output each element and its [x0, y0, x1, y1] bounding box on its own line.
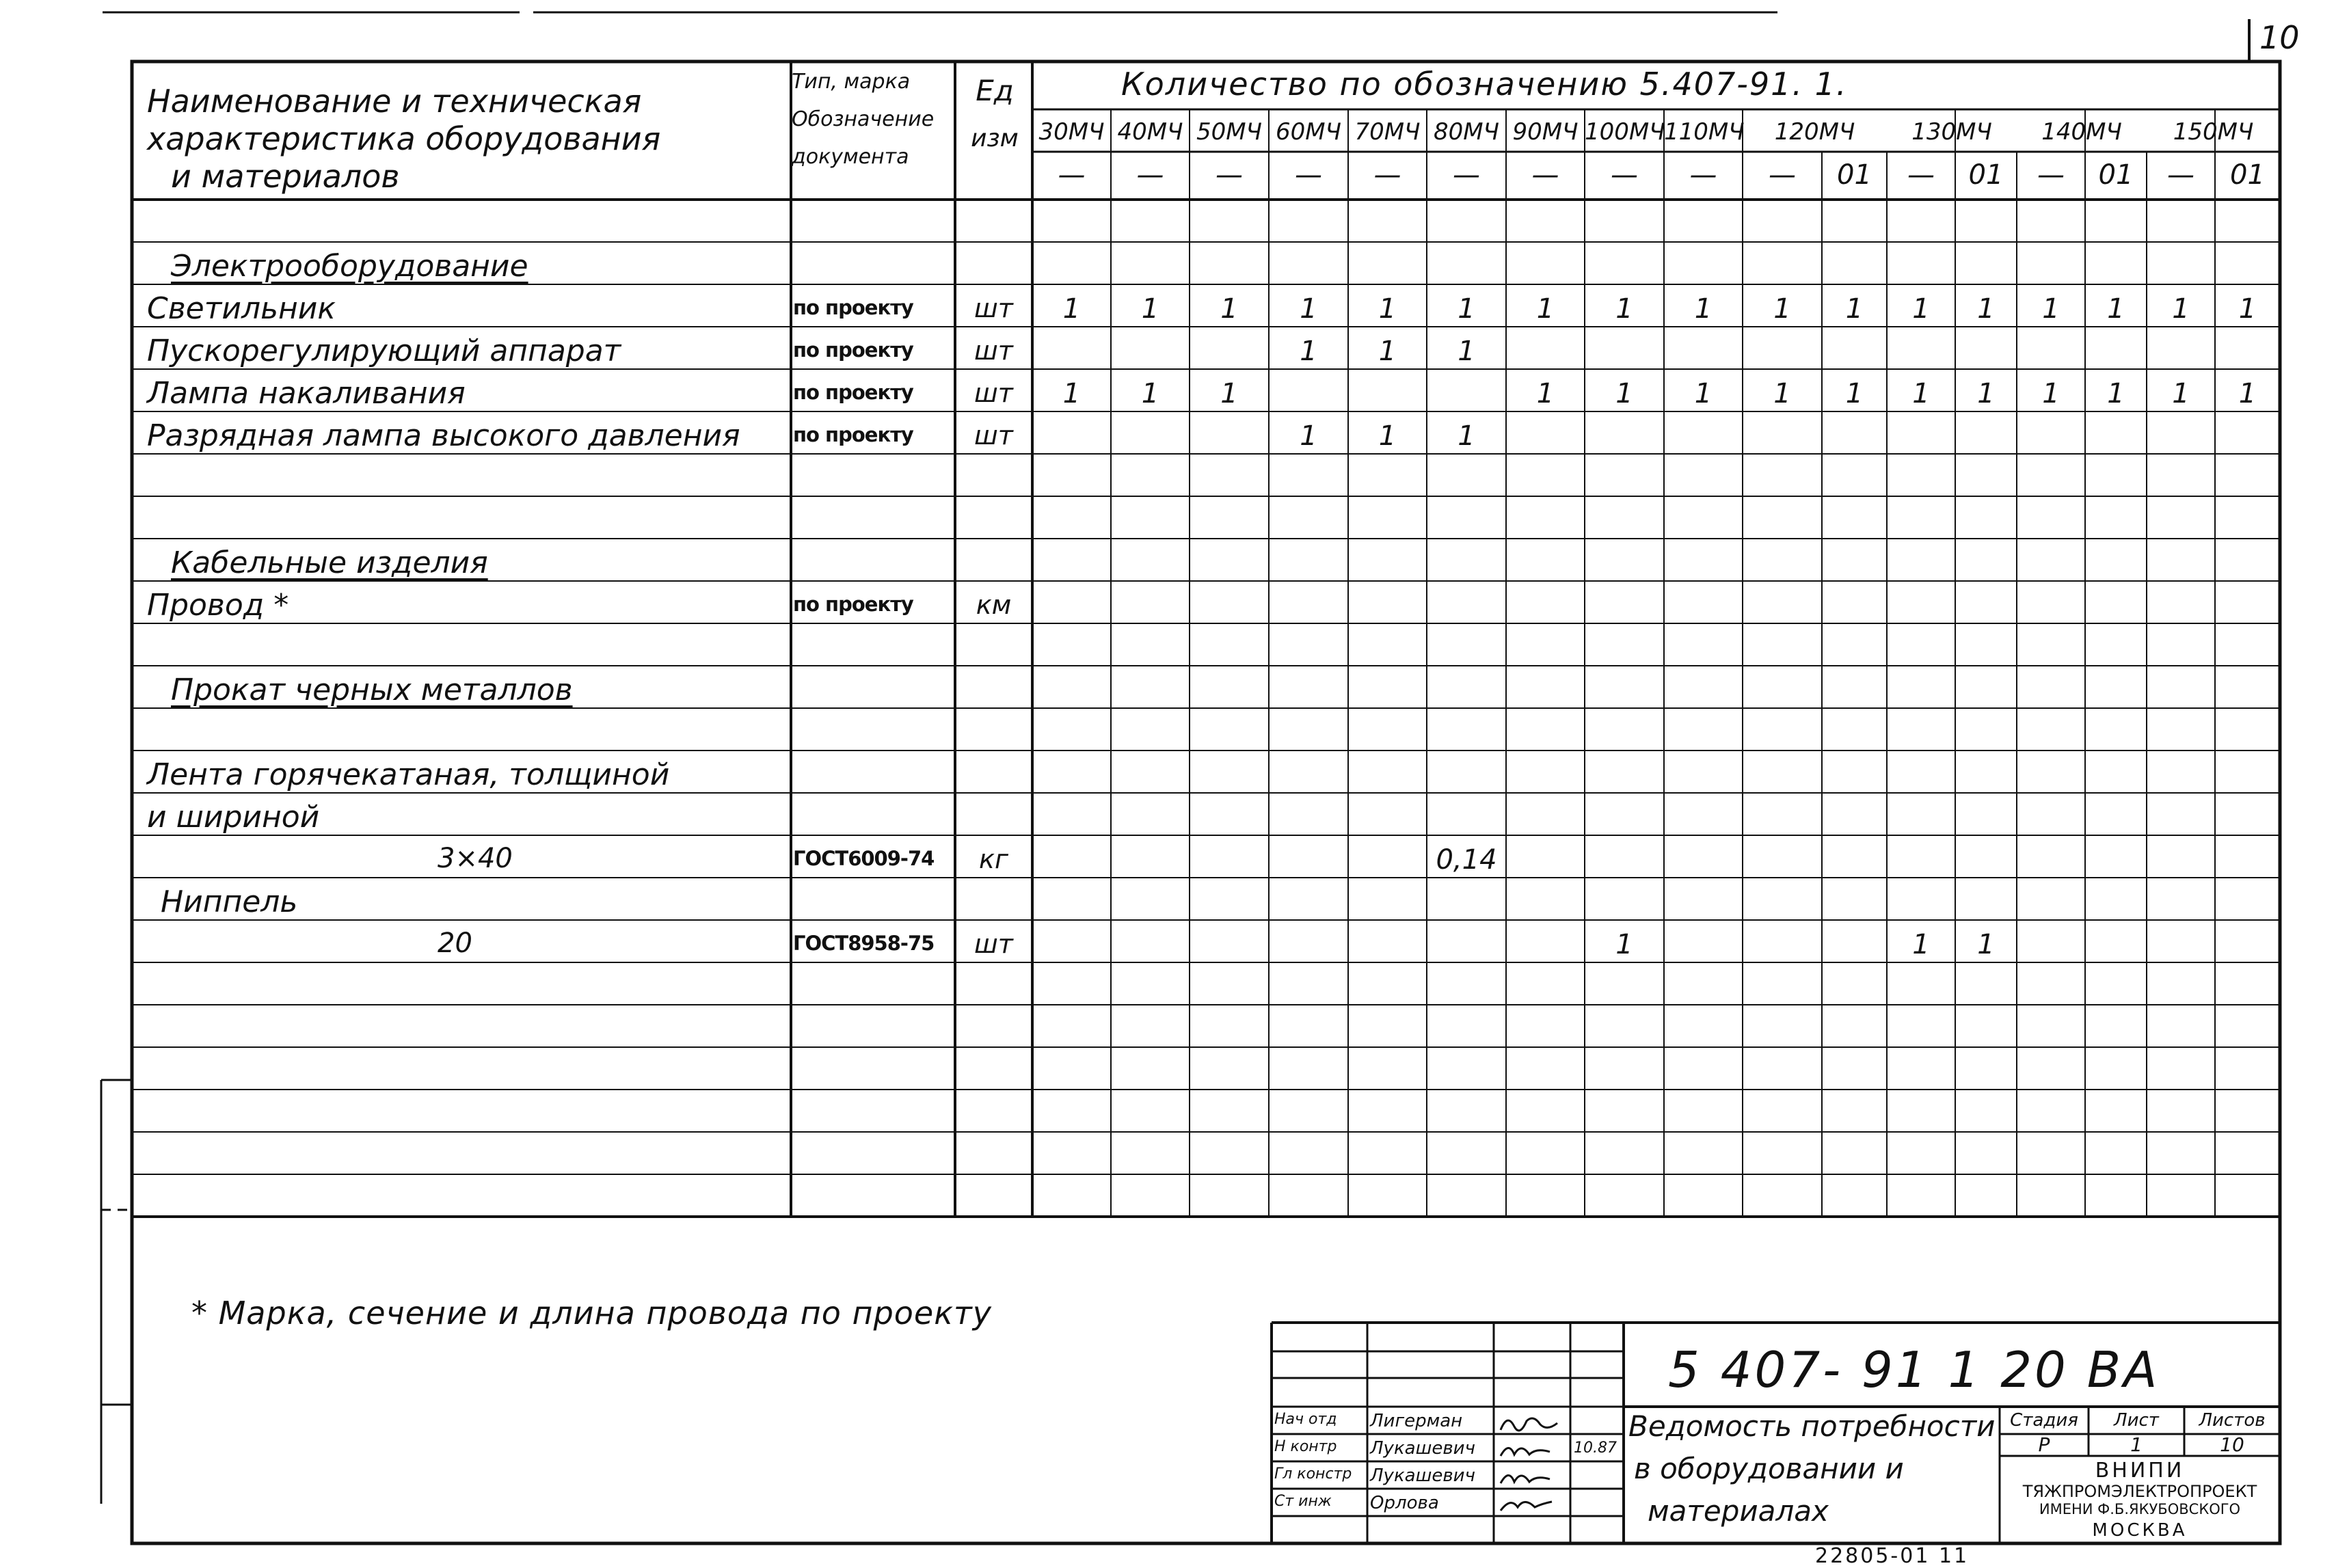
- qty-cell: 1: [2042, 293, 2060, 325]
- group-header: 50МЧ: [1196, 118, 1262, 146]
- variant-cell: —: [1373, 159, 1401, 191]
- variant-cell: 01: [2098, 159, 2134, 191]
- variant-cell: —: [2037, 159, 2065, 191]
- qty-cell: 1: [1615, 929, 1633, 960]
- page-number: 10: [2259, 19, 2300, 56]
- row-name: Лента горячекатаная, толщиной: [147, 757, 670, 792]
- qty-cell: 1: [2238, 378, 2257, 409]
- org-line-1: ВНИПИ: [2095, 1459, 2185, 1483]
- row-type: по проекту: [793, 296, 913, 319]
- qty-cell: 1: [2172, 378, 2190, 409]
- qty-cell: 1: [1300, 336, 1317, 367]
- row-name: Ниппель: [161, 884, 298, 919]
- signer-name-2: Лукашевич: [1370, 1438, 1475, 1459]
- row-unit: кг: [979, 844, 1008, 874]
- row-name: Кабельные изделия: [171, 545, 488, 580]
- qty-cell: 1: [2042, 378, 2060, 409]
- header-type-line-2: Обозначение: [792, 107, 935, 131]
- qty-cell: 1: [1458, 420, 1475, 452]
- stamp-title-line-3: материалах: [1648, 1494, 1829, 1528]
- qty-cell: 1: [1141, 378, 1159, 409]
- row-name: 20: [438, 928, 472, 959]
- row-unit: шт: [974, 293, 1013, 323]
- qty-cell: 1: [1615, 378, 1633, 409]
- variant-cell: —: [1295, 159, 1322, 191]
- row-name: Пускорегулирующий аппарат: [147, 334, 621, 368]
- variant-cell: —: [1907, 159, 1935, 191]
- stamp-title-line-1: Ведомость потребности: [1628, 1409, 1996, 1443]
- stamp-stage-value: Р: [2038, 1433, 2050, 1456]
- stamp-sheet-value: 1: [2130, 1433, 2143, 1456]
- footnote: * Марка, сечение и длина провода по проекту: [191, 1295, 993, 1332]
- group-header: 30МЧ: [1038, 118, 1105, 146]
- qty-cell: 1: [1912, 929, 1930, 960]
- variant-cell: —: [1689, 159, 1717, 191]
- header-type-line-3: документа: [792, 145, 909, 169]
- group-header: 100МЧ: [1585, 118, 1665, 146]
- variant-cell: —: [1058, 159, 1086, 191]
- org-line-4: МОСКВА: [2092, 1520, 2188, 1541]
- header-unit-line-1: Ед: [976, 74, 1014, 107]
- signer-role-1: Нач отд: [1274, 1411, 1337, 1428]
- header-type-line-1: Тип, марка: [792, 70, 911, 94]
- qty-cell: 1: [1977, 929, 1995, 960]
- group-header: 110МЧ: [1664, 118, 1745, 146]
- row-unit: шт: [974, 929, 1013, 959]
- qty-cell: 1: [1458, 293, 1475, 325]
- row-type: ГОСТ8958-75: [793, 932, 935, 955]
- qty-cell: 1: [2172, 293, 2190, 325]
- qty-cell: 1: [1694, 293, 1713, 325]
- row-unit: шт: [974, 336, 1013, 366]
- row-name: Разрядная лампа высокого давления: [147, 418, 740, 453]
- row-name: Лампа накаливания: [147, 376, 466, 411]
- group-header: 40МЧ: [1117, 118, 1183, 146]
- signer-role-2: Н контр: [1274, 1438, 1337, 1455]
- variant-cell: 01: [1968, 159, 2004, 191]
- qty-cell: 1: [1845, 293, 1864, 325]
- qty-cell: 1: [1977, 378, 1995, 409]
- variant-cell: —: [1769, 159, 1796, 191]
- row-unit: шт: [974, 378, 1013, 408]
- qty-cell: 1: [1536, 293, 1555, 325]
- org-line-2: ТЯЖПРОМЭЛЕКТРОПРОЕКТ: [2022, 1482, 2257, 1501]
- qty-cell: 1: [1773, 293, 1791, 325]
- signer-role-3: Гл констр: [1274, 1465, 1352, 1483]
- row-type: по проекту: [793, 338, 913, 362]
- signer-name-1: Лигерман: [1370, 1411, 1463, 1431]
- header-name-line-2: характеристика оборудования: [147, 120, 661, 157]
- variant-cell: —: [1136, 159, 1164, 191]
- stamp-stage-label: Стадия: [2010, 1410, 2078, 1431]
- qty-cell: 1: [2238, 293, 2257, 325]
- group-header: 60МЧ: [1276, 118, 1341, 146]
- row-name: Светильник: [147, 291, 336, 326]
- header-name-line-3: и материалов: [171, 158, 400, 195]
- variant-cell: —: [1531, 159, 1559, 191]
- variant-cell: —: [1611, 159, 1638, 191]
- variant-cell: 01: [1837, 159, 1872, 191]
- qty-cell: 1: [1912, 293, 1930, 325]
- qty-cell: 1: [1694, 378, 1713, 409]
- row-unit: шт: [974, 420, 1013, 450]
- signer-role-4: Ст инж: [1274, 1493, 1332, 1510]
- qty-cell: 1: [1912, 378, 1930, 409]
- qty-cell: 1: [2107, 378, 2125, 409]
- qty-cell: 1: [1536, 378, 1555, 409]
- qty-cell: 1: [1300, 420, 1317, 452]
- signer-name-4: Орлова: [1370, 1493, 1439, 1513]
- stamp-date: 10.87: [1574, 1439, 1617, 1457]
- group-header: 130МЧ: [1911, 118, 1992, 146]
- group-header: 70МЧ: [1354, 118, 1421, 146]
- qty-cell: 1: [1977, 293, 1995, 325]
- header-qty-title: Количество по обозначению 5.407-91. 1.: [1121, 66, 1848, 103]
- qty-cell: 1: [1062, 378, 1081, 409]
- row-name: Электрооборудование: [171, 249, 528, 284]
- qty-cell: 1: [1458, 336, 1475, 367]
- row-type: по проекту: [793, 381, 913, 404]
- qty-cell: 1: [1845, 378, 1864, 409]
- header-name-line-1: Наименование и техническая: [147, 83, 642, 120]
- variant-cell: 01: [2230, 159, 2265, 191]
- header-unit-line-2: изм: [971, 124, 1019, 152]
- group-header: 140МЧ: [2041, 118, 2122, 146]
- qty-cell: 1: [2107, 293, 2125, 325]
- qty-cell: 1: [1378, 336, 1397, 367]
- qty-cell: 1: [1300, 293, 1317, 325]
- qty-cell: 1: [1062, 293, 1081, 325]
- qty-cell: 1: [1615, 293, 1633, 325]
- group-header: 90МЧ: [1512, 118, 1579, 146]
- stamp-sheet-label: Лист: [2114, 1410, 2159, 1431]
- qty-cell: 1: [1220, 293, 1238, 325]
- stamp-title-line-2: в оборудовании и: [1634, 1452, 1904, 1485]
- signer-name-3: Лукашевич: [1370, 1465, 1475, 1486]
- group-header: 120МЧ: [1774, 118, 1855, 146]
- group-header: 150МЧ: [2173, 118, 2254, 146]
- org-line-3: ИМЕНИ Ф.Б.ЯКУБОВСКОГО: [2039, 1501, 2241, 1517]
- row-name: Прокат черных металлов: [171, 673, 573, 707]
- qty-cell: 1: [1378, 420, 1397, 452]
- row-name: 3×40: [438, 843, 513, 874]
- qty-cell: 0,14: [1436, 844, 1497, 876]
- stamp-sheets-label: Листов: [2199, 1410, 2266, 1431]
- qty-cell: 1: [1773, 378, 1791, 409]
- row-name: Провод *: [147, 588, 289, 623]
- row-unit: км: [976, 590, 1012, 620]
- variant-cell: —: [2167, 159, 2194, 191]
- row-type: по проекту: [793, 423, 913, 446]
- document-code: 5 407- 91 1 20 ВА: [1668, 1341, 2160, 1398]
- variant-cell: —: [1216, 159, 1243, 191]
- variant-cell: —: [1453, 159, 1480, 191]
- stamp-sheets-value: 10: [2220, 1433, 2244, 1456]
- row-type: по проекту: [793, 593, 913, 616]
- row-type: ГОСТ6009-74: [793, 847, 935, 870]
- qty-cell: 1: [1378, 293, 1397, 325]
- group-header: 80МЧ: [1434, 118, 1499, 146]
- row-name: и шириной: [147, 800, 320, 835]
- qty-cell: 1: [1220, 378, 1238, 409]
- inventory-number: 22805-01 11: [1815, 1544, 1970, 1568]
- qty-cell: 1: [1141, 293, 1159, 325]
